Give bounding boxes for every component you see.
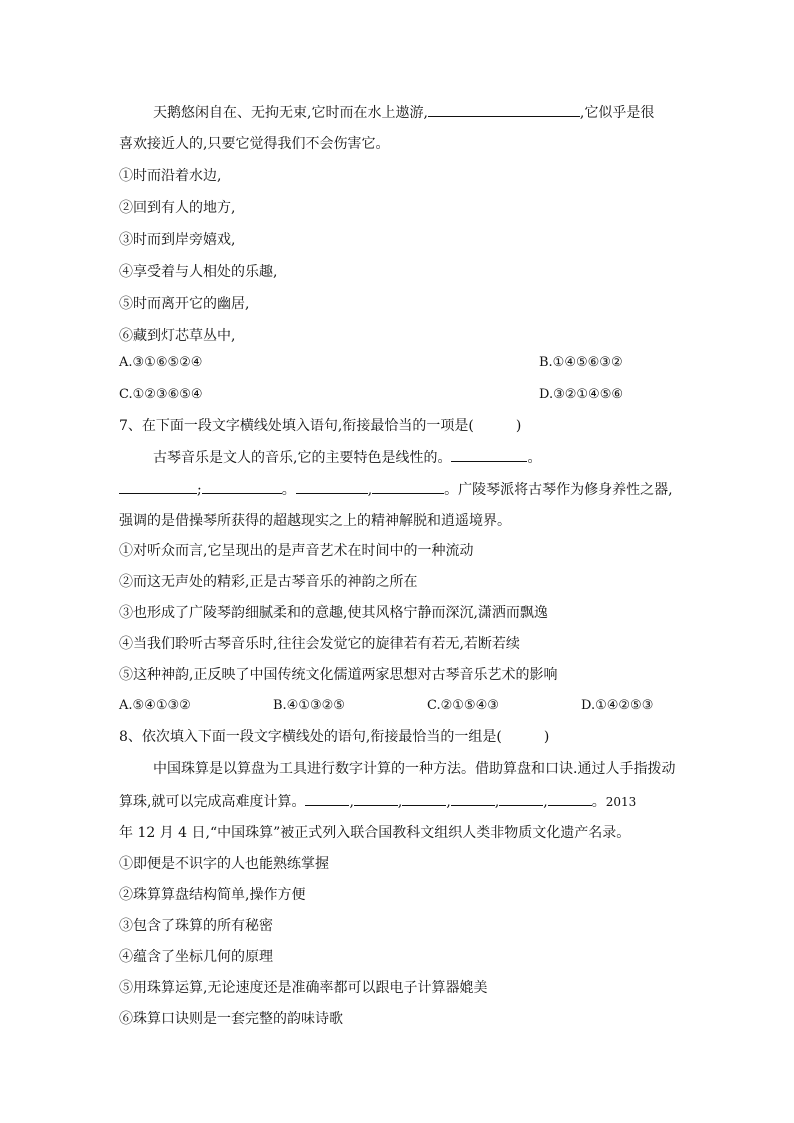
q8-punct: 。 — [591, 794, 606, 810]
q7-blank[interactable] — [372, 479, 444, 494]
q8-blank[interactable] — [354, 791, 398, 806]
q6-option-b[interactable]: B.①④⑤⑥③② — [539, 355, 623, 370]
q8-item: ②珠算算盘结构简单,操作方便 — [119, 887, 306, 903]
q7-punct: ; — [197, 482, 202, 498]
q6-option-d[interactable]: D.③②①④⑤⑥ — [539, 387, 624, 402]
q6-item: ①时而沿着水边, — [119, 168, 222, 184]
q8-question: 8、依次填入下面一段文字横线处的语句,衔接最恰当的一组是( ) — [119, 729, 550, 745]
q8-passage-line2 — [119, 791, 679, 811]
q6-passage-text: 天鹅悠闲自在、无拘无束,它时而在水上遨游, — [153, 105, 428, 121]
q6-item: ⑥藏到灯芯草丛中, — [119, 328, 236, 344]
q6-passage-line2: 喜欢接近人的,只要它觉得我们不会伤害它。 — [119, 136, 390, 152]
q7-passage-text: 。 — [527, 450, 542, 466]
q8-punct: , — [494, 794, 500, 810]
q7-punct: 。 — [281, 482, 296, 498]
q8-item: ③包含了珠算的所有秘密 — [119, 918, 273, 934]
q7-passage-text: 。广陵琴派将古琴作为修身养性之器, — [444, 482, 673, 498]
q7-item: ③也形成了广陵琴韵细腻柔和的意趣,使其风格宁静而深沉,潇洒而飘逸 — [119, 605, 548, 621]
q6-item: ⑤时而离开它的幽居, — [119, 296, 250, 312]
q8-punct: , — [349, 794, 354, 810]
q7-blank[interactable] — [451, 447, 527, 462]
q7-passage-line1 — [153, 447, 713, 467]
q8-item: ⑤用珠算运算,无论速度还是准确率都可以跟电子计算器媲美 — [119, 980, 488, 996]
q7-option-c[interactable]: C.②①⑤④③ — [427, 698, 499, 713]
q8-punct: , — [397, 794, 403, 810]
q6-item: ②回到有人的地方, — [119, 200, 236, 216]
q7-punct: , — [367, 482, 373, 498]
q8-passage-line3: 年 12 月 4 日,“中国珠算”被正式列入联合国教科文组织人类非物质文化遗产名录。 — [119, 825, 631, 841]
q7-item: ①对听众而言,它呈现出的是声音艺术在时间中的一种流动 — [119, 543, 474, 559]
q7-item: ⑤这种神韵,正反映了中国传统文化儒道两家思想对古琴音乐艺术的影响 — [119, 667, 558, 683]
q6-item: ③时而到岸旁嬉戏, — [119, 232, 236, 248]
q7-passage-text: 古琴音乐是文人的音乐,它的主要特色是线性的。 — [153, 450, 452, 466]
q6-option-a[interactable]: A.③①⑥⑤②④ — [119, 355, 203, 370]
q7-question: 7、在下面一段文字横线处填入语句,衔接最恰当的一项是( ) — [119, 418, 522, 434]
q7-option-b[interactable]: B.④①③②⑤ — [273, 698, 345, 713]
q8-blank[interactable] — [305, 791, 349, 806]
q8-blank[interactable] — [451, 791, 495, 806]
q7-item: ②而这无声处的精彩,正是古琴音乐的神韵之所在 — [119, 574, 418, 590]
q6-option-c[interactable]: C.①②③⑥⑤④ — [119, 387, 203, 402]
q8-punct: , — [446, 794, 451, 810]
q7-blank[interactable] — [296, 479, 368, 494]
q8-item: ④蕴含了坐标几何的原理 — [119, 949, 273, 965]
q8-item: ①即便是不识字的人也能熟练掌握 — [119, 856, 329, 872]
q7-item: ④当我们聆听古琴音乐时,往往会发觉它的旋律若有若无,若断若续 — [119, 636, 520, 652]
q7-option-a[interactable]: A.⑤④①③② — [119, 698, 191, 713]
q8-blank[interactable] — [402, 791, 446, 806]
q8-year: 2013 — [605, 795, 637, 809]
q7-blank[interactable] — [202, 479, 282, 494]
q8-item: ⑥珠算口诀则是一套完整的韵味诗歌 — [119, 1011, 343, 1027]
q6-blank[interactable] — [428, 102, 580, 117]
q6-passage-line1 — [153, 102, 713, 122]
q7-option-d[interactable]: D.①④②⑤③ — [581, 698, 654, 713]
q6-passage-text: ,它似乎是很 — [579, 105, 655, 121]
q8-passage-text: 算珠,就可以完成高难度计算。 — [119, 794, 306, 810]
q7-passage-line3: 强调的是借操琴所获得的超越现实之上的精神解脱和逍遥境界。 — [119, 513, 511, 529]
q8-passage-line1: 中国珠算是以算盘为工具进行数字计算的一种方法。借助算盘和口诀.通过人手指拨动 — [153, 761, 676, 777]
q6-item: ④享受着与人相处的乐趣, — [119, 264, 278, 280]
q8-blank[interactable] — [499, 791, 543, 806]
q7-blank[interactable] — [119, 479, 197, 494]
q8-blank[interactable] — [548, 791, 592, 806]
q7-passage-line2 — [119, 479, 679, 499]
q8-punct: , — [543, 794, 548, 810]
